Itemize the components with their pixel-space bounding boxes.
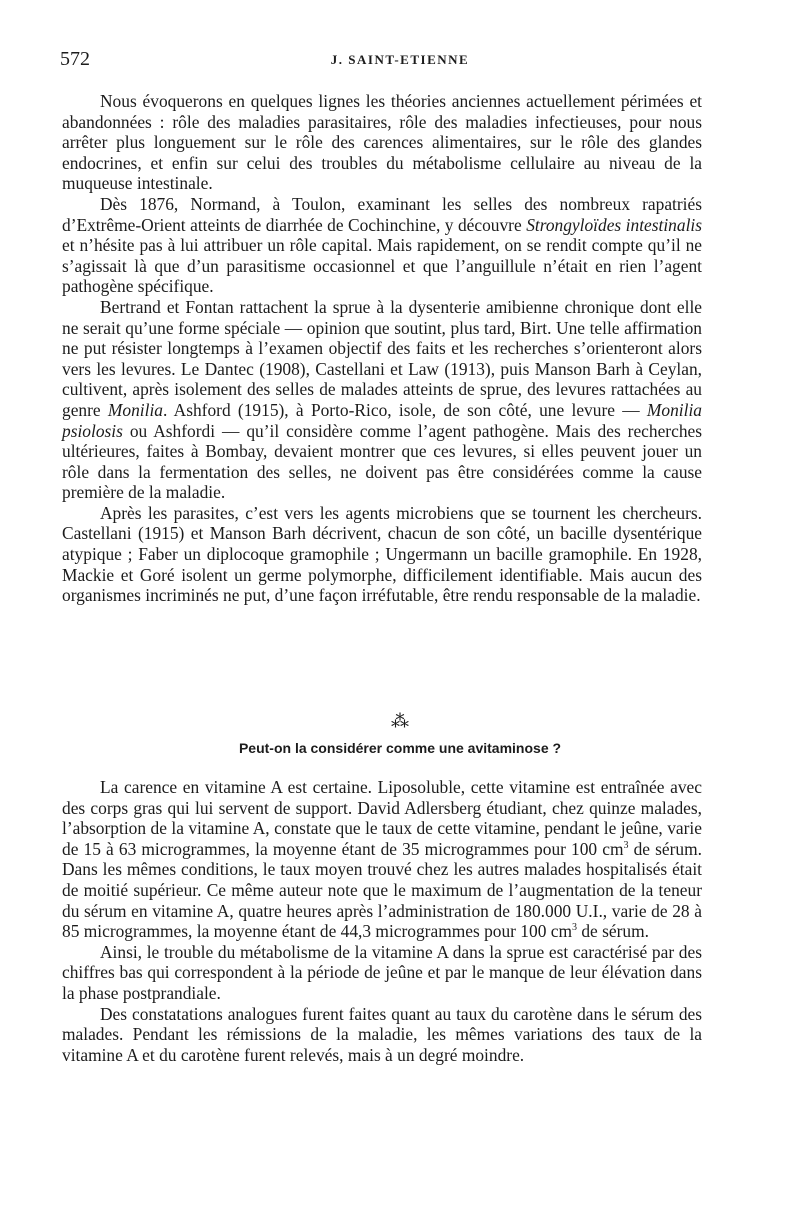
section-paragraph-1-text-end: de sérum.: [576, 921, 649, 942]
section-paragraph-1: [62, 777, 702, 942]
body-text-upper: [62, 91, 702, 606]
paragraph-4: Après les parasites, c’est vers les agents microbiens que se tournent les chercheurs. Castellani (1915) et Manson Barh décrivent, chacun de son côté, un bacille dysentérique atypique ; Faber un diplocoque gramophile ; Ungermann un bacille gramophile. En 1928, Mackie et Goré isolent un germe polymorphe, difficilement identifiable. Mais aucun des organismes incriminés ne put, d’une façon irréfutable, être rendu responsable de la maladie.: [62, 502, 702, 606]
section-paragraph-1-text-after: de sérum. Dans les mêmes conditions, le taux moyen trouvé chez les autres malades hospitalisés était de moitié supérieur. Ce même auteur note que le maximum de l’augmentation de la teneur du sérum en vitamine A, quatre heures après l’administration de 180.000 U.I., varie de 28 à 85 microgrammes, la moyenne étant de 44,3 microgrammes pour 100 cm: [62, 838, 702, 942]
page-header: [60, 48, 740, 74]
paragraph-2-text-after: et n’hésite pas à lui attribuer un rôle capital. Mais rapidement, on se rendit compte qu’il ne s’agissait là que d’un parasitisme occasionnel et que l’anguillule n’était en rien l’agent pathogène spécifique.: [62, 235, 702, 297]
paragraph-3-text-before: Bertrand et Fontan rattachent la sprue à la dysenterie amibienne chronique dont elle ne serait qu’une forme spéciale — opinion que soutint, plus tard, Birt. Une telle affirmation ne put résister longtemps à l’examen objectif des faits et les recherches s’orienteront alors vers les levures. Le Dantec (1908), Castellani et Law (1913), puis Manson Barh à Ceylan, cultivent, après isolement des selles de malades atteints de sprue, des levures rattachées au genre: [62, 296, 702, 420]
paragraph-3-text-middle: . Ashford (1915), à Porto-Rico, isole, de son côté, une levure —: [162, 399, 647, 420]
species-name-strongyloides: Strongyloïdes intestinalis: [526, 214, 702, 235]
paragraph-3-text-after: ou Ashfordi — qu’il considère comme l’agent pathogène. Mais des recherches ultérieures, faites à Bombay, devaient montrer que ces levures, si elles peuvent jouer un rôle dans la fermentation des selles, ne doivent pas être considérées comme la cause première de la maladie.: [62, 420, 702, 503]
section-paragraph-2: Ainsi, le trouble du métabolisme de la vitamine A dans la sprue est caractérisé par des chiffres bas qui correspondent à la période de jeûne et par le manque de leur élévation dans la phase postprandiale.: [62, 941, 702, 1003]
running-head: J. SAINT-ETIENNE: [330, 52, 470, 67]
section-paragraph-3: Des constatations analogues furent faites quant au taux du carotène dans le sérum des malades. Pendant les rémissions de la maladie, les mêmes variations des taux de la vitamine A et du carotène furent relevés, mais à un degré moindre.: [62, 1003, 702, 1065]
superscript-cube-1: 3: [623, 839, 629, 851]
section-ornament: ⁂: [391, 711, 409, 731]
paragraph-2-text-before: Dès 1876, Normand, à Toulon, examinant les selles des nombreux rapatriés d’Extrême-Orient atteints de diarrhée de Cochinchine, y découvre: [62, 193, 702, 235]
superscript-cube-2: 3: [571, 922, 577, 934]
paragraph-2: [62, 194, 702, 297]
genus-name-monilia: Monilia: [107, 399, 163, 420]
page-number: 572: [60, 48, 90, 70]
species-name-monilia-psiolosis: Monilia psiolosis: [62, 399, 702, 441]
section-paragraph-1-text-before: La carence en vitamine A est certaine. Liposoluble, cette vitamine est entraînée avec des corps gras qui lui servent de support. David Adlersberg étudiant, chez quinze malades, l’absorption de la vitamine A, constate que le taux de cette vitamine, pendant le jeûne, varie de 15 à 63 microgrammes, la moyenne étant de 35 microgrammes pour 100 cm: [62, 777, 702, 859]
paragraph-3: [62, 297, 702, 503]
paragraph-1: Nous évoquerons en quelques lignes les théories anciennes actuellement périmées et abandonnées : rôle des maladies parasitaires, rôle des maladies infectieuses, pour nous arrêter plus longuement sur le rôle des carences alimentaires, sur le rôle des glandes endocrines, et enfin sur celui des troubles du métabolisme cellulaire au niveau de la muqueuse intestinale.: [62, 91, 702, 194]
section-heading: Peut-on la considérer comme une avitaminose ?: [238, 740, 562, 756]
body-text-lower: [62, 777, 702, 1065]
